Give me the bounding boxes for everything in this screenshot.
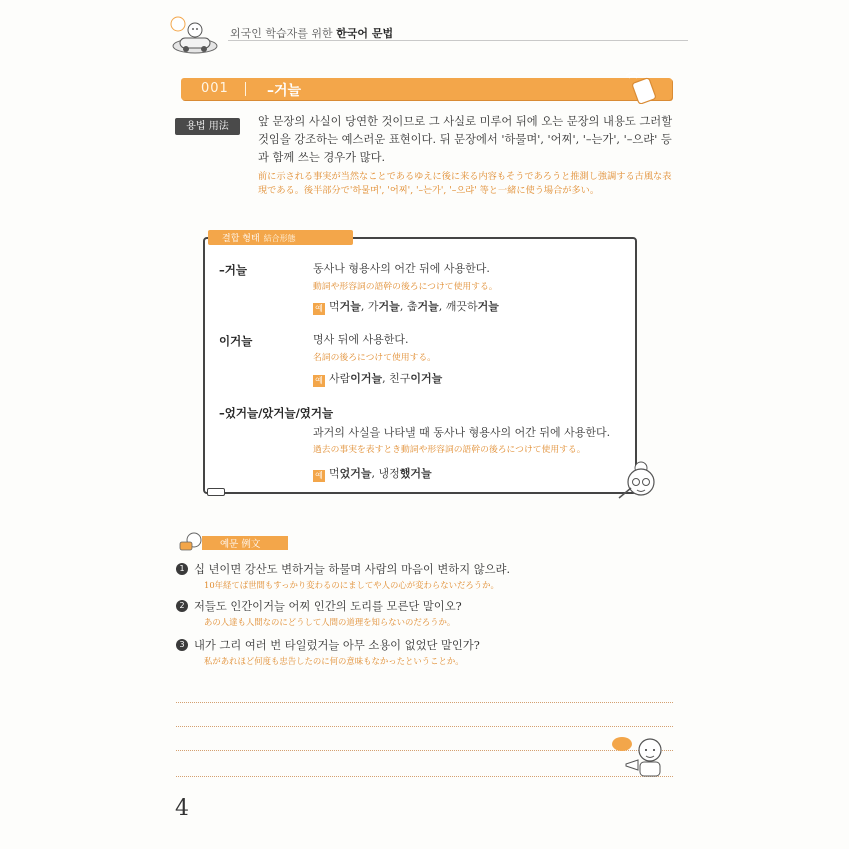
combination-tab-sub: 結合形態 [263,234,296,243]
example-number: 3 [176,639,188,651]
mascot-car-icon [168,16,222,56]
section-number: 001 [201,81,229,96]
mascot-megaphone-icon [606,730,674,780]
example-mark-icon: 예 [313,375,325,387]
example-number: 1 [176,563,188,575]
usage-japanese-text: 前に示される事実が当然なことであるゆえに後に来る内容もそうであろうと推測し強調する古風な表現である。後半部分で'하물며', '어찌', '–는가', '–으랴' 等と一緒に使う場合が多い。 [258,171,672,196]
combination-tab-label: 결합 형태 [222,234,260,244]
form-heading: –었거늘/았거늘/였거늘 [219,406,334,420]
note-line [176,776,673,777]
usage-badge: 용법 用法 [175,118,240,135]
section-title: –거늘 [267,83,302,99]
form-examples: 예 먹거늘, 가거늘, 춥거늘, 깨끗하거늘 [313,298,499,315]
usage-korean-text: 앞 문장의 사실이 당연한 것이므로 그 사실로 미루어 뒤에 오는 문장의 내용도 그러할 것임을 강조하는 예스러운 표현이다. 뒤 문장에서 '하물며', '어찌', '–는가', '–으랴' 등과 함께 쓰는 경우가 많다. [258,115,673,164]
box-clip-icon [207,488,225,496]
example-japanese: あの人達も人間なのにどうして人間の道理を知らないのだろうか。 [204,617,456,627]
example-korean: 내가 그리 여러 번 타일렀거늘 아무 소용이 없었단 말인가? [194,639,480,652]
mobile-phone-icon [621,72,661,104]
form-description: 명사 뒤에 사용한다. [313,333,409,346]
example-korean: 십 년이면 강산도 변하거늘 하물며 사람의 마음이 변하지 않으랴. [194,563,511,576]
running-title: 외국인 학습자를 위한 한국어 문법 [230,27,394,40]
heading-divider [245,82,246,96]
form-examples: 예 사람이거늘, 친구이거늘 [313,370,442,387]
example-mark-icon: 예 [313,303,325,315]
examples-label [176,530,294,552]
example-mark-icon: 예 [313,470,325,482]
combination-tab [208,230,353,245]
form-heading: –거늘 [219,263,247,277]
example-number: 2 [176,600,188,612]
note-line [176,726,673,727]
form-description-ja: 動詞や形容詞の語幹の後ろにつけて使用する。 [313,282,498,292]
note-line [176,750,673,751]
form-description: 동사나 형용사의 어간 뒤에 사용한다. [313,262,490,275]
mascot-small-icon [176,530,204,552]
form-description-ja: 名詞の後ろにつけて使用する。 [313,353,436,363]
note-line [176,702,673,703]
example-japanese: 10年経てば世間もすっかり変わるのにましてや人の心が変わらないだろうか。 [204,580,499,590]
running-header [168,22,688,50]
form-description-ja: 過去の事実を表すとき動詞や形容詞の語幹の後ろにつけて使用する。 [313,445,586,455]
examples-label-text: 예문 例文 [220,539,261,550]
section-heading [181,78,672,100]
form-heading: 이거늘 [219,334,253,348]
form-examples: 예 먹었거늘, 냉정했거늘 [313,465,432,482]
example-korean: 저들도 인간이거늘 어찌 인간의 도리를 모른단 말이오? [194,600,462,613]
mascot-girl-icon [617,458,665,506]
form-description: 과거의 사실을 나타낼 때 동사나 형용사의 어간 뒤에 사용한다. [313,426,611,439]
page-number: 4 [175,796,189,821]
example-japanese: 私があれほど何度も忠告したのに何の意味もなかったということか。 [204,656,464,666]
